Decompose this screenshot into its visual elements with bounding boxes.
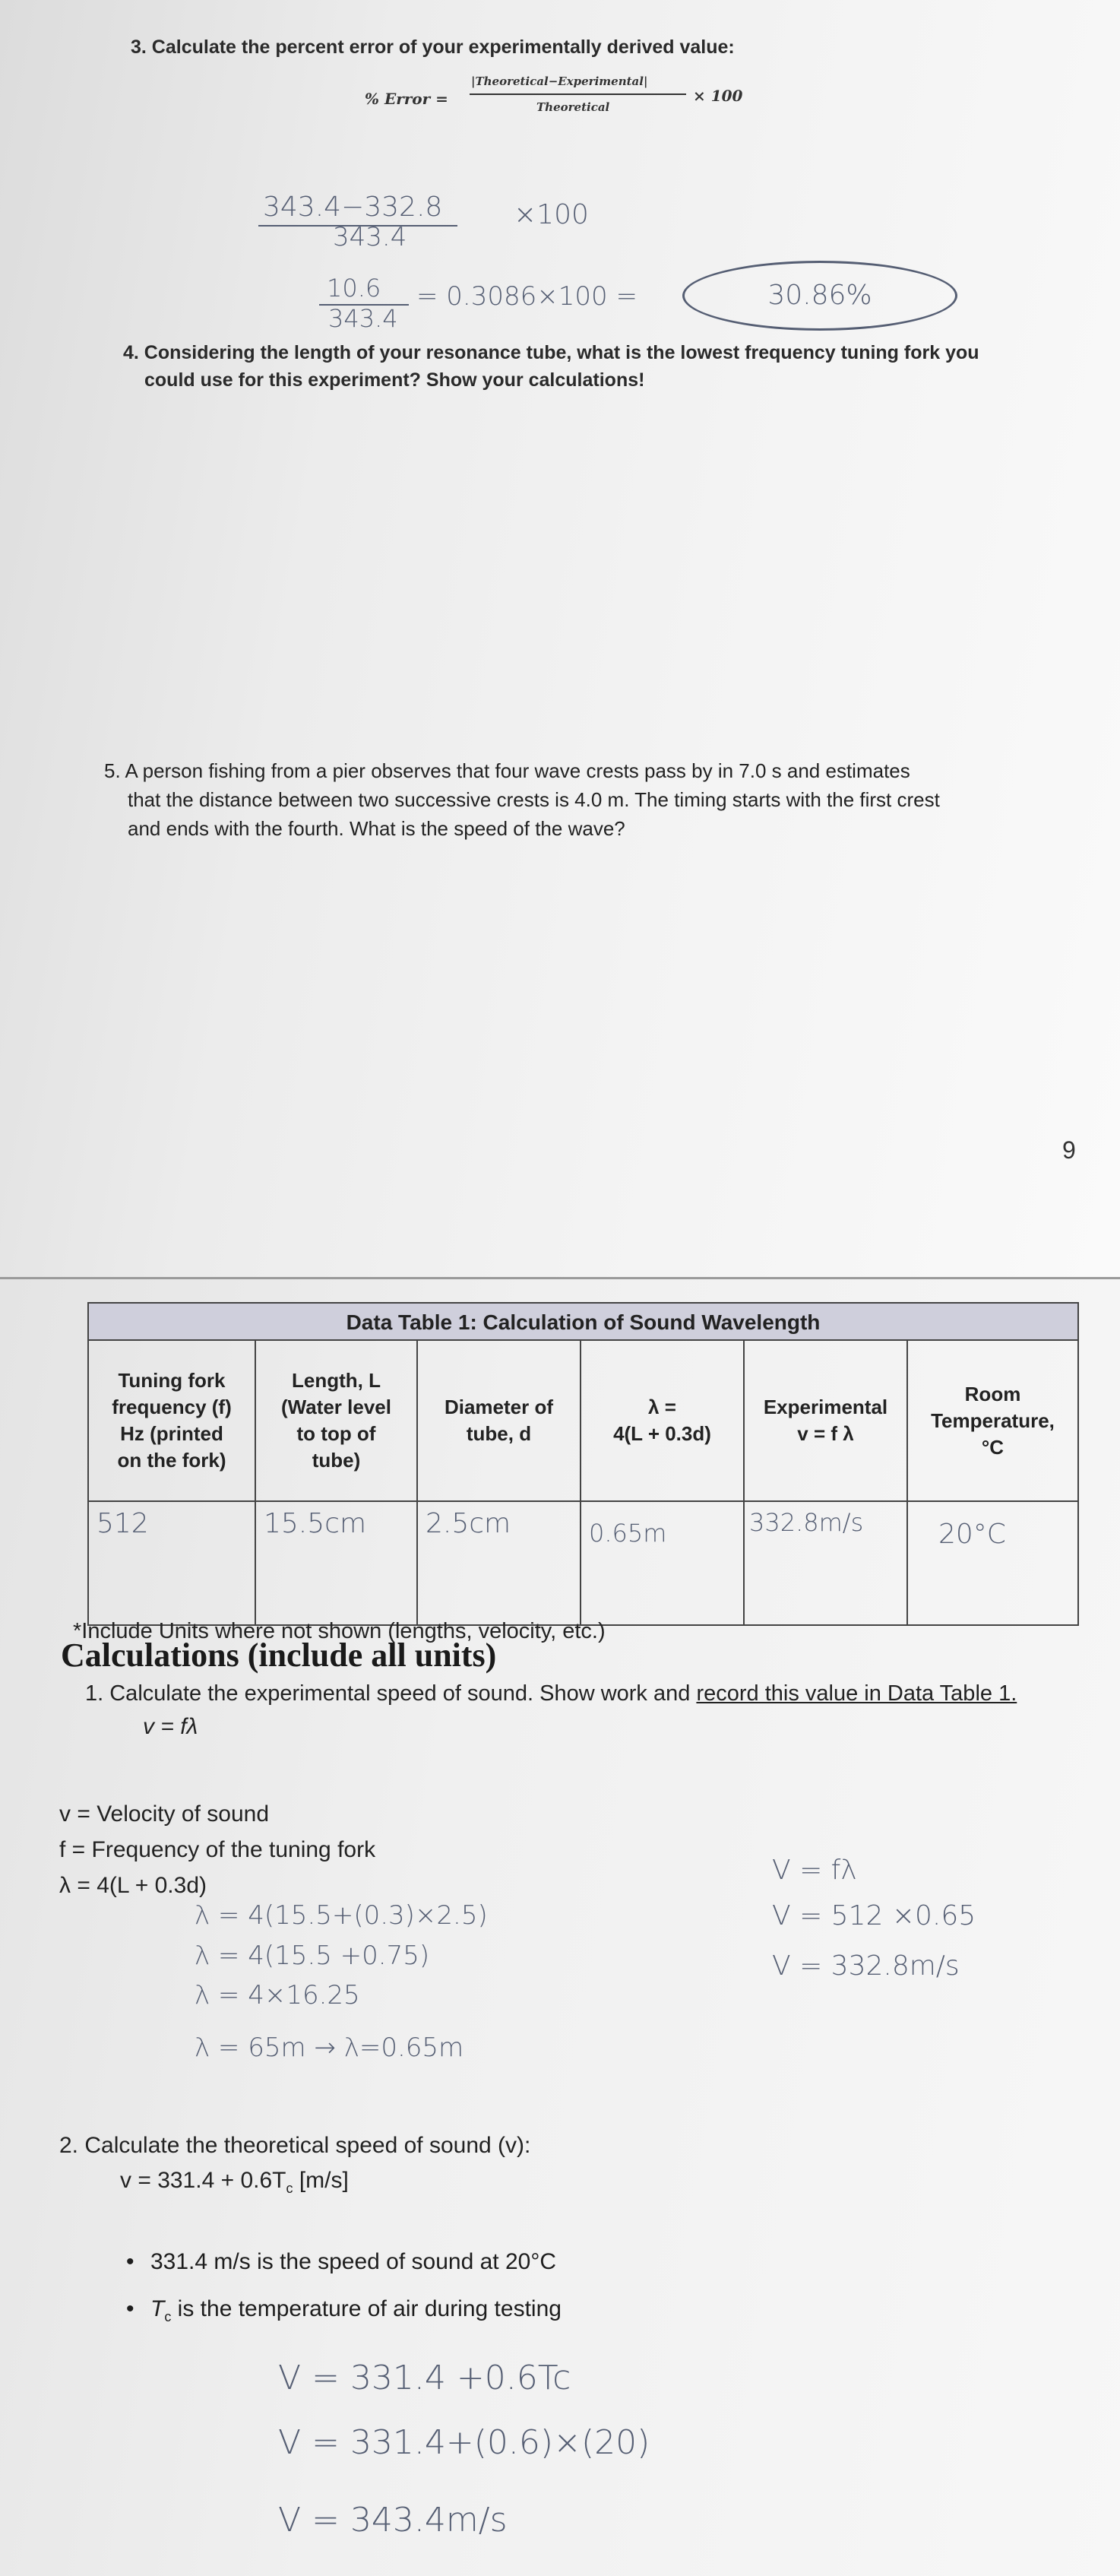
work-line2-result: = 0.3086×100 = <box>416 281 638 312</box>
header-experimental-velocity: Experimental v = f λ <box>745 1341 908 1500</box>
question-5-line-1: 5. A person fishing from a pier observes that four wave crests pass by in 7.0 s and estimates <box>104 759 910 782</box>
cell-wavelength: 0.65m <box>581 1500 745 1624</box>
note-bullet-2: • $T_c$ is the temperature of air during testing <box>120 2286 562 2340</box>
calc-question-2: 2. Calculate the theoretical speed of sound (v): <box>59 2133 531 2158</box>
note-bullet-1: • 331.4 m/s is the speed of sound at 20°C <box>120 2239 562 2286</box>
work-line2-denominator: 343.4 <box>328 304 398 333</box>
cell-experimental-velocity: 332.8m/s <box>745 1500 908 1624</box>
data-table-title: Data Table 1: Calculation of Sound Wavelength <box>89 1304 1077 1341</box>
velocity-formula: v = fλ <box>143 1714 198 1739</box>
work-line1-denominator: 343.4 <box>333 222 407 252</box>
header-length: Length, L (Water level to top of tube) <box>256 1341 418 1500</box>
hand-work-right-1: V = fλ <box>772 1855 857 1886</box>
hand-work-left-3: λ = 4×16.25 <box>195 1980 360 2010</box>
record-value-link-text: record this value in Data Table 1. <box>696 1681 1017 1706</box>
header-wavelength: λ = 4(L + 0.3d) <box>581 1341 745 1500</box>
hand-work-bottom-1: V = 331.4 +0.6Tc <box>278 2359 571 2397</box>
definition-v: v = Velocity of sound <box>59 1801 270 1827</box>
percent-error-label: % Error = <box>365 90 448 108</box>
hand-work-bottom-3: V = 343.4m/s <box>278 2501 508 2540</box>
theoretical-formula: $v = 331.4 + 0.6T_c$ [m/s] <box>120 2168 349 2196</box>
circled-answer: 30.86% <box>682 261 957 331</box>
work-line1-times: ×100 <box>514 199 589 230</box>
question-5-line-3: and ends with the fourth. What is the speed of the wave? <box>128 817 625 840</box>
calculations-heading: Calculations (include all units) <box>61 1637 497 1674</box>
definition-lambda: λ = 4(L + 0.3d) <box>59 1873 207 1898</box>
hand-work-left-4: λ = 65m → λ=0.65m <box>195 2033 464 2063</box>
page-divider <box>0 1277 1120 1279</box>
page-number: 9 <box>1062 1136 1076 1164</box>
formula-times-100: × 100 <box>693 87 743 105</box>
cell-length: 15.5cm <box>256 1500 418 1624</box>
hand-work-bottom-2: V = 331.4+(0.6)×(20) <box>278 2423 650 2462</box>
formula-numerator: |Theoretical−Experimental| <box>471 74 648 88</box>
calc-question-1: 1. Calculate the experimental speed of sound. Show work and record this value in Data Table 1. <box>85 1681 1017 1706</box>
cell-frequency: 512 <box>89 1500 256 1624</box>
definition-f: f = Frequency of the tuning fork <box>59 1837 376 1862</box>
question-4-line-1: 4. Considering the length of your resonance tube, what is the lowest frequency tuning fork you <box>123 342 979 363</box>
notes-list <box>120 2239 562 2340</box>
hand-work-left-1: λ = 4(15.5+(0.3)×2.5) <box>195 1900 488 1931</box>
hand-work-right-3: V = 332.8m/s <box>772 1950 960 1982</box>
hand-work-left-2: λ = 4(15.5 +0.75) <box>195 1941 430 1971</box>
data-table-1 <box>87 1302 1079 1626</box>
header-room-temperature: Room Temperature, °C <box>931 1382 1055 1459</box>
question-4-line-2: could use for this experiment? Show your calculations! <box>144 369 645 391</box>
question-3: 3. Calculate the percent error of your experimentally derived value: <box>131 36 735 58</box>
question-5-line-2: that the distance between two successive crests is 4.0 m. The timing starts with the first crest <box>128 788 940 811</box>
hand-work-right-2: V = 512 ×0.65 <box>772 1900 976 1931</box>
worksheet-page-1 <box>0 0 1120 1277</box>
work-line2-numerator: 10.6 <box>327 274 381 303</box>
header-diameter: Diameter of tube, d <box>418 1341 581 1500</box>
cell-diameter: 2.5cm <box>418 1500 581 1624</box>
header-tuning-fork: Tuning fork frequency (f) Hz (printed on the fork) <box>89 1341 256 1500</box>
cell-room-temperature: 20°C <box>908 1500 1077 1624</box>
work-line1-numerator: 343.4−332.8 <box>263 192 443 223</box>
formula-fraction-bar <box>470 93 686 95</box>
table-note: *Include Units where not shown (lengths, velocity, etc.) <box>73 1619 606 1643</box>
formula-denominator: Theoretical <box>536 100 610 114</box>
